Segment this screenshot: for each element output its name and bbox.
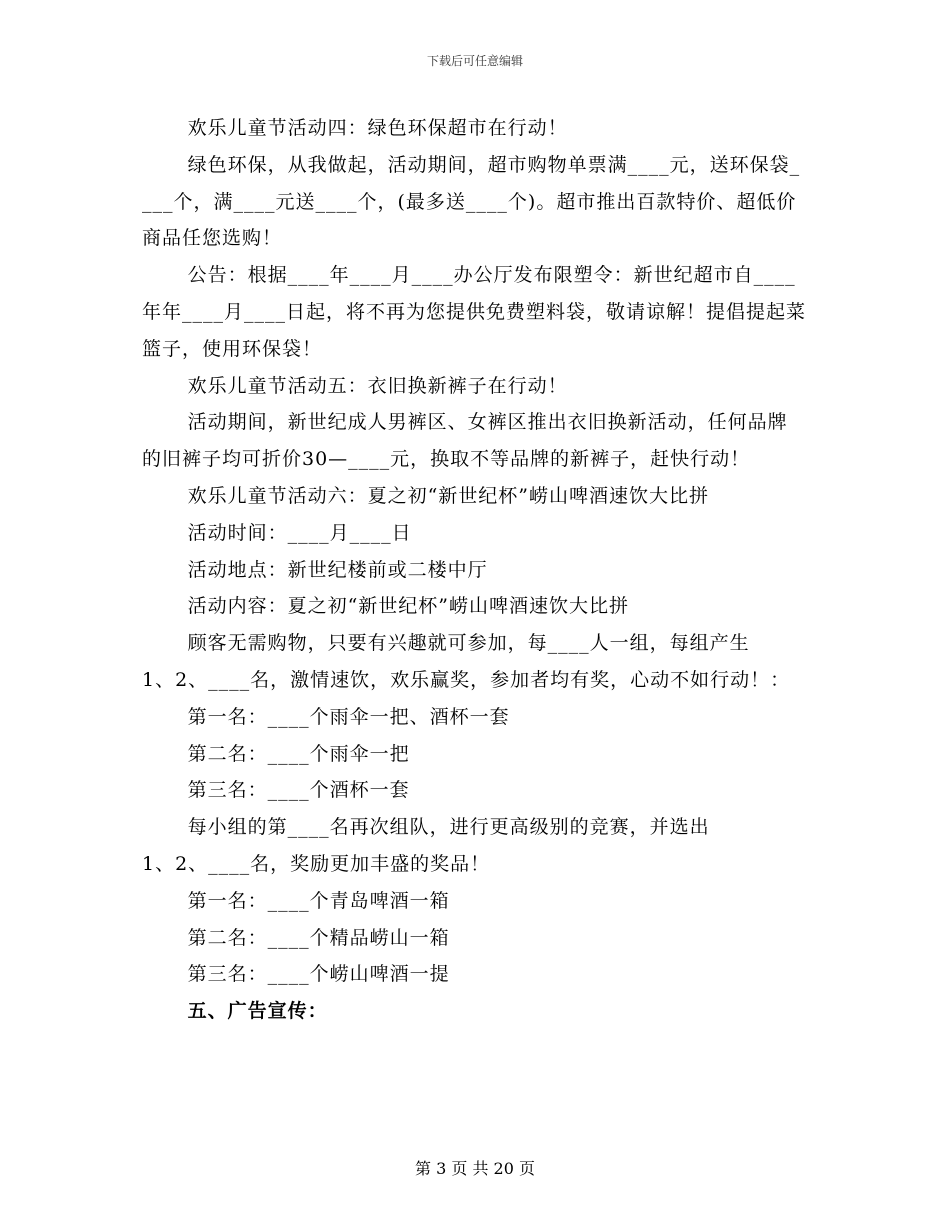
paragraph-participation: 顾客无需购物，只要有兴趣就可参加，每____人一组，每组产生	[187, 632, 750, 655]
prize-first-round-3: 第三名：____个酒杯一套	[187, 779, 410, 802]
document-body	[142, 110, 807, 1030]
section-heading-advertising: 五、广告宣传：	[187, 1000, 328, 1023]
paragraph-trade-in: 活动期间，新世纪成人男裤区、女裤区推出衣旧换新活动，任何品牌的旧裤子均可折价30—____元，换取不等品牌的新裤子，赶快行动！	[142, 411, 788, 471]
activity-location: 活动地点：新世纪楼前或二楼中厅	[187, 558, 488, 581]
page-number: 第 3 页 共 20 页	[415, 1159, 535, 1178]
prize-first-round-1: 第一名：____个雨伞一把、酒杯一套	[187, 705, 510, 728]
prize-first-round-2: 第二名：____个雨伞一把	[187, 742, 410, 765]
section-heading-activity-5: 欢乐儿童节活动五：衣旧换新裤子在行动！	[187, 374, 568, 397]
prize-final-3: 第三名：____个崂山啤酒一提	[187, 963, 450, 986]
paragraph-participation-cont: 1、2、____名，激情速饮，欢乐赢奖，参加者均有奖，心动不如行动！：	[142, 668, 791, 691]
paragraph-regroup: 每小组的第____名再次组队，进行更高级别的竞赛，并选出	[187, 816, 710, 839]
activity-content: 活动内容：夏之初“新世纪杯”崂山啤酒速饮大比拼	[187, 595, 630, 618]
prize-final-1: 第一名：____个青岛啤酒一箱	[187, 889, 450, 912]
section-heading-activity-4: 欢乐儿童节活动四：绿色环保超市在行动！	[187, 117, 568, 139]
activity-time: 活动时间：____月____日	[187, 521, 412, 544]
prize-final-2: 第二名：____个精品崂山一箱	[187, 926, 450, 949]
paragraph-green-bags: 绿色环保，从我做起，活动期间，超市购物单票满____元，送环保袋____个，满____元送____个，(最多送____个)。超市推出百款特价、超低价商品任您选购！	[142, 153, 801, 250]
paragraph-regroup-cont: 1、2、____名，奖励更加丰盛的奖品！	[142, 852, 491, 875]
section-heading-activity-6: 欢乐儿童节活动六：夏之初“新世纪杯”崂山啤酒速饮大比拼	[187, 484, 710, 507]
page-header-note: 下载后可任意编辑	[426, 54, 523, 68]
paragraph-announcement: 公告：根据____年____月____办公厅发布限塑令：新世纪超市自____年年____月____日起，将不再为您提供免费塑料袋，敬请谅解！提倡提起菜篮子，使用环保袋！	[142, 264, 807, 360]
